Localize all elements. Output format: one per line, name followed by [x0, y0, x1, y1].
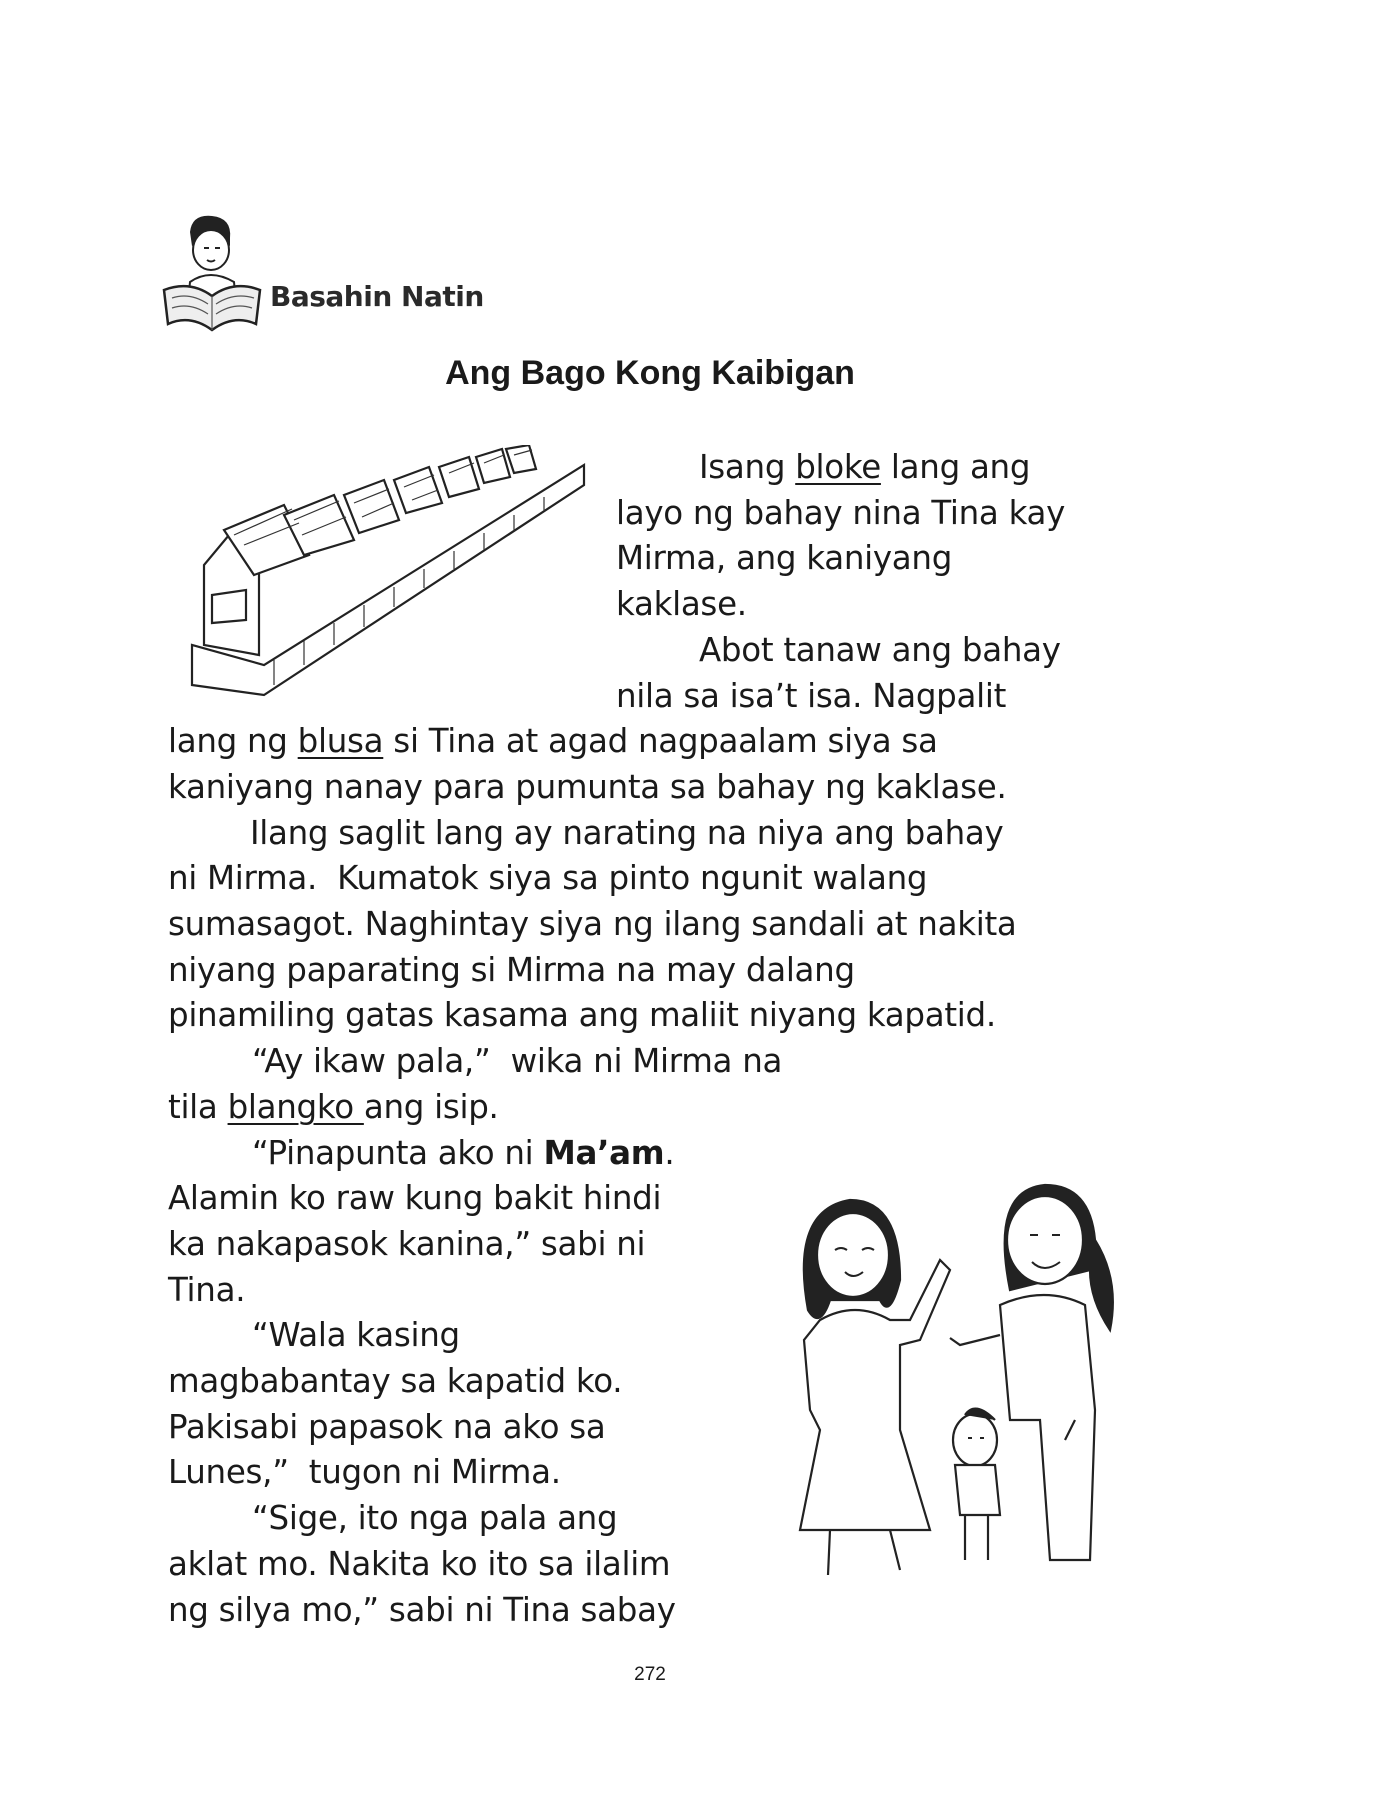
- story-line: [168, 767, 1006, 807]
- story-line: [168, 1452, 561, 1492]
- story-line: [250, 813, 1003, 853]
- story-line: [168, 1087, 499, 1127]
- three-children-illustration: [790, 1170, 1125, 1585]
- story-text: Tina.: [168, 1270, 246, 1309]
- story-line: [252, 1133, 674, 1173]
- story-text: “Pinapunta ako ni: [252, 1133, 544, 1172]
- story-text: si Tina at agad nagpaalam siya sa: [383, 722, 938, 761]
- page-number: 272: [634, 1664, 666, 1685]
- story-line: [168, 858, 927, 898]
- story-text: niyang paparating si Mirma na may dalang: [168, 950, 855, 989]
- story-text: “Sige, ito nga pala ang: [252, 1499, 618, 1538]
- story-line: [168, 1544, 670, 1584]
- story-line: [616, 538, 952, 578]
- story-text: Lunes,” tugon ni Mirma.: [168, 1453, 561, 1492]
- underlined-word: blusa: [297, 722, 384, 761]
- story-text: tila: [168, 1087, 228, 1126]
- story-text: magbabantay sa kapatid ko.: [168, 1362, 623, 1400]
- story-text: lang ng: [168, 722, 298, 761]
- story-text: Isang: [699, 448, 796, 486]
- story-line: [616, 493, 1065, 533]
- story-text: aklat mo. Nakita ko ito sa ilalim: [168, 1544, 671, 1583]
- story-text: ang isip.: [363, 1087, 499, 1126]
- story-text: ka nakapasok kanina,” sabi ni: [168, 1224, 646, 1263]
- story-text: kaklase.: [616, 585, 747, 624]
- story-text: ng silya mo,” sabi ni Tina sabay: [168, 1590, 676, 1629]
- story-line: [168, 1178, 661, 1218]
- boy-reading-book-icon: [160, 212, 268, 336]
- story-text: “Ay ikaw pala,” wika ni Mirma na: [252, 1042, 783, 1081]
- bold-word: Ma’am: [543, 1133, 665, 1172]
- story-line: [699, 630, 1061, 670]
- section-label: Basahin Natin: [270, 280, 484, 313]
- story-text: sumasagot. Naghintay siya ng ilang sandali at nakita: [168, 905, 1017, 943]
- story-line: [616, 584, 747, 624]
- story-line: [616, 676, 1006, 716]
- underlined-word: blangko: [227, 1087, 364, 1126]
- story-line: [699, 447, 1030, 487]
- story-line: [252, 1498, 617, 1538]
- story-text: Ilang saglit lang ay narating na niya ang bahay: [250, 813, 1004, 852]
- story-text: .: [664, 1133, 675, 1172]
- story-text: kaniyang nanay para pumunta sa bahay ng kaklase.: [168, 767, 1007, 806]
- story-line: [168, 904, 1017, 944]
- story-text: nila sa isa’t isa. Nagpalit: [616, 676, 1007, 715]
- story-line: [168, 1361, 622, 1401]
- story-text: Alamin ko raw kung bakit hindi: [168, 1179, 662, 1218]
- underlined-word: bloke: [795, 448, 881, 486]
- story-text: ni Mirma. Kumatok siya sa pinto ngunit walang: [168, 859, 928, 898]
- story-line: [252, 1041, 782, 1081]
- story-text: Pakisabi papasok na ako sa: [168, 1407, 606, 1446]
- story-text: layo ng bahay nina Tina kay: [616, 493, 1066, 532]
- story-text: Mirma, ang kaniyang: [616, 539, 953, 578]
- story-text: pinamiling gatas kasama ang maliit niyang kapatid.: [168, 996, 996, 1035]
- story-line: [168, 950, 855, 990]
- story-line: [252, 1315, 460, 1355]
- row-of-houses-illustration: [184, 445, 589, 700]
- story-line: [168, 1224, 645, 1264]
- story-line: [168, 1590, 676, 1630]
- story-text: Abot tanaw ang bahay: [699, 630, 1061, 669]
- story-text: lang ang: [880, 448, 1031, 486]
- story-line: [168, 1270, 245, 1310]
- story-line: [168, 1407, 606, 1447]
- story-text: “Wala kasing: [252, 1316, 460, 1355]
- story-line: [168, 721, 938, 761]
- story-title: Ang Bago Kong Kaibigan: [445, 354, 855, 392]
- story-line: [168, 995, 996, 1035]
